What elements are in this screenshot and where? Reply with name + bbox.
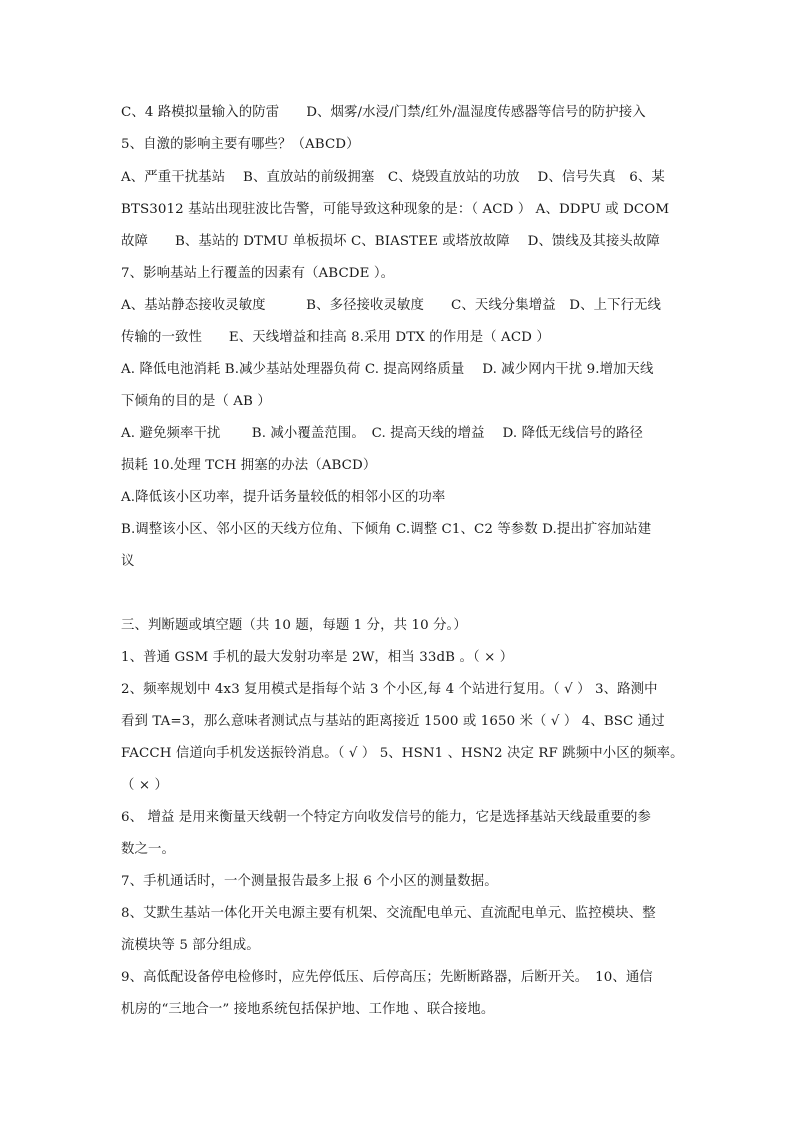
text-line: 9、高低配设备停电检修时，应先停低压、后停高压；先断断路器，后断开关。 10、通信: [121, 970, 653, 985]
text-line: 2、频率规划中 4x3 复用模式是指每个站 3 个小区,每 4 个站进行复用。（ √ ） 3、路测中: [121, 682, 658, 697]
text-line: 流模块等 5 部分组成。: [121, 938, 260, 953]
text-line: 故障 B、基站的 DTMU 单板损坏 C、BIASTEE 或塔放故障 D、馈线及其接头故障: [121, 234, 660, 249]
text-line: A. 降低电池消耗 B.减少基站处理器负荷 C. 提高网络质量 D. 减少网内干扰 9.增加天线: [121, 362, 654, 377]
text-line: B.调整该小区、邻小区的天线方位角、下倾角 C.调整 C1、C2 等参数 D.提出扩容加站建: [121, 522, 652, 537]
text-line: （ × ）: [121, 778, 169, 793]
text-line: 看到 TA=3，那么意味者测试点与基站的距离接近 1500 或 1650 米（ √ ） 4、BSC 通过: [121, 714, 665, 729]
text-line: 议: [121, 554, 135, 569]
text-line: A. 避免频率干扰 B. 减小覆盖范围。 C. 提高天线的增益 D. 降低无线信号的路径: [121, 426, 643, 441]
text-line: C、4 路模拟量输入的防雷 D、烟雾/水浸/门禁/红外/温湿度传感器等信号的防护接入: [121, 105, 646, 120]
text-line: FACCH 信道向手机发送振铃消息。（ √ ） 5、HSN1 、HSN2 决定 RF 跳频中小区的频率。: [121, 746, 684, 761]
text-line: A、基站静态接收灵敏度 B、多径接收灵敏度 C、天线分集增益 D、上下行无线: [121, 298, 662, 313]
text-line: 1、普通 GSM 手机的最大发射功率是 2W，相当 33dB 。（ × ）: [121, 650, 514, 665]
question-7-title: 7、影响基站上行覆盖的因素有（ABCDE ）。: [121, 266, 395, 281]
section-heading: 三、判断题或填空题（共 10 题，每题 1 分，共 10 分。）: [121, 618, 467, 633]
text-line: 机房的“三地合一” 接地系统包括保护地、工作地 、联合接地。: [121, 1002, 495, 1017]
text-line: 数之一。: [121, 842, 175, 857]
text-line: 7、手机通话时，一个测量报告最多上报 6 个小区的测量数据。: [121, 874, 498, 889]
text-line: 8、艾默生基站一体化开关电源主要有机架、交流配电单元、直流配电单元、监控模块、整: [121, 906, 656, 921]
question-5-title: 5、自激的影响主要有哪些？（ABCD）: [121, 137, 360, 152]
text-line: A、严重干扰基站 B、直放站的前级拥塞 C、烧毁直放站的功放 D、信号失真 6、某: [121, 170, 665, 185]
text-line: BTS3012 基站出现驻波比告警，可能导致这种现象的是：（ ACD ） A、DDPU 或 DCOM: [121, 202, 670, 217]
text-line: 损耗 10.处理 TCH 拥塞的办法（ABCD）: [121, 458, 377, 473]
text-line: 传输的一致性 E、天线增益和挂高 8.采用 DTX 的作用是（ ACD ）: [121, 330, 550, 345]
text-line: 6、 增益 是用来衡量天线朝一个特定方向收发信号的能力，它是选择基站天线最重要的参: [121, 810, 651, 825]
text-line: 下倾角的目的是（ AB ）: [121, 394, 271, 409]
text-line: A.降低该小区功率，提升话务量较低的相邻小区的功率: [121, 490, 446, 505]
